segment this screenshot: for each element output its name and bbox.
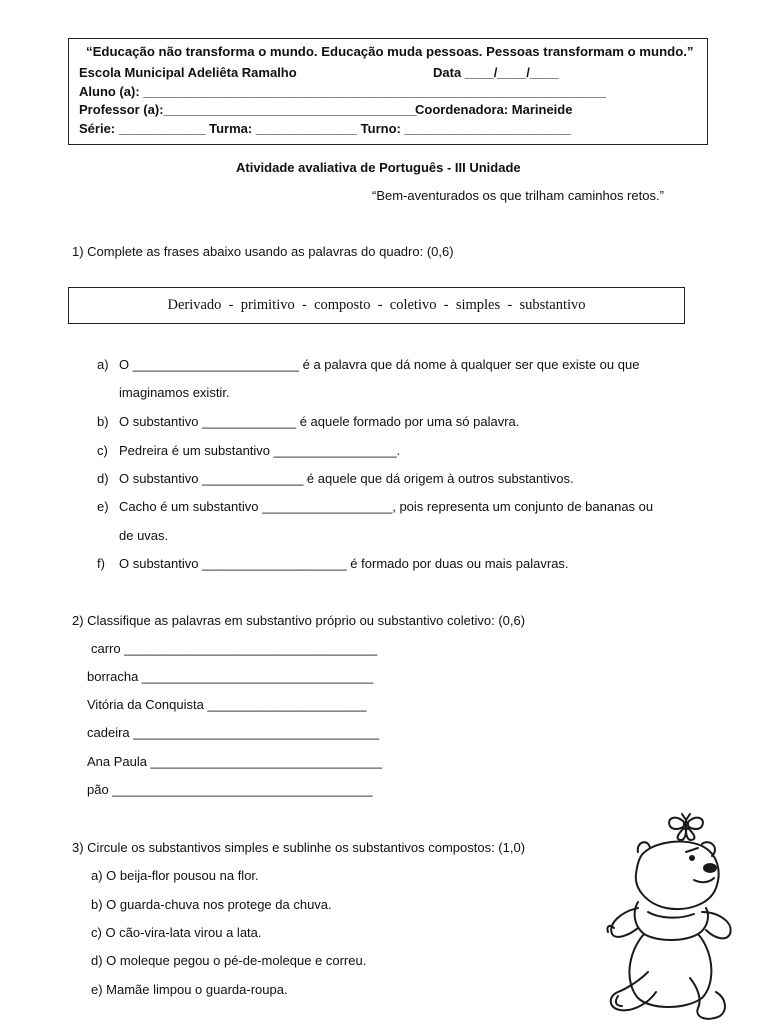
student-field: Aluno (a): ________________________________________________________________	[79, 84, 606, 99]
coordinator-field: Coordenadora: Marineide	[415, 102, 573, 117]
q1-item-d: O substantivo ______________ é aquele que dá origem à outros substantivos.	[119, 471, 574, 486]
q3-item: d) O moleque pegou o pé-de-moleque e correu.	[91, 953, 367, 968]
q1-item-e-cont: de uvas.	[119, 528, 169, 543]
header-quote: “Educação não transforma o mundo. Educação muda pessoas. Pessoas transformam o mundo.”	[86, 44, 694, 59]
q1-item-b: O substantivo _____________ é aquele formado por uma só palavra.	[119, 414, 520, 429]
q2-item: borracha ________________________________	[87, 669, 374, 684]
q2-item: carro ___________________________________	[91, 641, 378, 656]
school-name: Escola Municipal Adeliêta Ramalho	[79, 65, 297, 80]
word-bank: Derivado - primitivo - composto - coletivo - simples - substantivo	[167, 297, 586, 313]
word-bank-box	[68, 287, 685, 324]
butterfly-icon	[669, 814, 703, 840]
grade-line: Série: ____________ Turma: ______________ Turno: _______________________	[79, 121, 571, 136]
q2-item: cadeira __________________________________	[87, 725, 380, 740]
header-box	[68, 38, 708, 145]
q1-item-e: Cacho é um substantivo __________________, pois representa um conjunto de bananas ou	[119, 499, 654, 514]
q1-item-letter: f)	[97, 556, 105, 571]
q1-item-c: Pedreira é um substantivo _________________.	[119, 443, 401, 458]
q2-item: Ana Paula ________________________________	[87, 754, 382, 769]
q3-prompt: 3) Circule os substantivos simples e sublinhe os substantivos compostos: (1,0)	[72, 840, 526, 855]
q1-item-letter: a)	[97, 357, 109, 372]
q2-item: pão ____________________________________	[87, 782, 373, 797]
epigraph: “Bem-aventurados os que trilham caminhos retos.”	[372, 188, 664, 203]
date-field: Data ____/____/____	[433, 65, 559, 80]
page-title: Atividade avaliativa de Português - III Unidade	[236, 160, 521, 175]
q1-prompt: 1) Complete as frases abaixo usando as palavras do quadro: (0,6)	[72, 244, 454, 259]
q1-item-a-cont: imaginamos existir.	[119, 385, 230, 400]
q3-item: a) O beija-flor pousou na flor.	[91, 868, 259, 883]
q3-item: c) O cão-vira-lata virou a lata.	[91, 925, 262, 940]
q1-item-f: O substantivo ____________________ é formado por duas ou mais palavras.	[119, 556, 569, 571]
q1-item-letter: e)	[97, 499, 109, 514]
q1-item-letter: d)	[97, 471, 109, 486]
q1-item-a: O _______________________ é a palavra que dá nome à qualquer ser que existe ou que	[119, 357, 640, 372]
bear-illustration	[598, 812, 764, 1024]
q1-item-letter: b)	[97, 414, 109, 429]
teacher-field: Professor (a):___________________________________	[79, 102, 417, 117]
q2-prompt: 2) Classifique as palavras em substantivo próprio ou substantivo coletivo: (0,6)	[72, 613, 526, 628]
q2-item: Vitória da Conquista ______________________	[87, 697, 367, 712]
q3-item: b) O guarda-chuva nos protege da chuva.	[91, 897, 332, 912]
q3-item: e) Mamãe limpou o guarda-roupa.	[91, 982, 288, 997]
q1-item-letter: c)	[97, 443, 108, 458]
